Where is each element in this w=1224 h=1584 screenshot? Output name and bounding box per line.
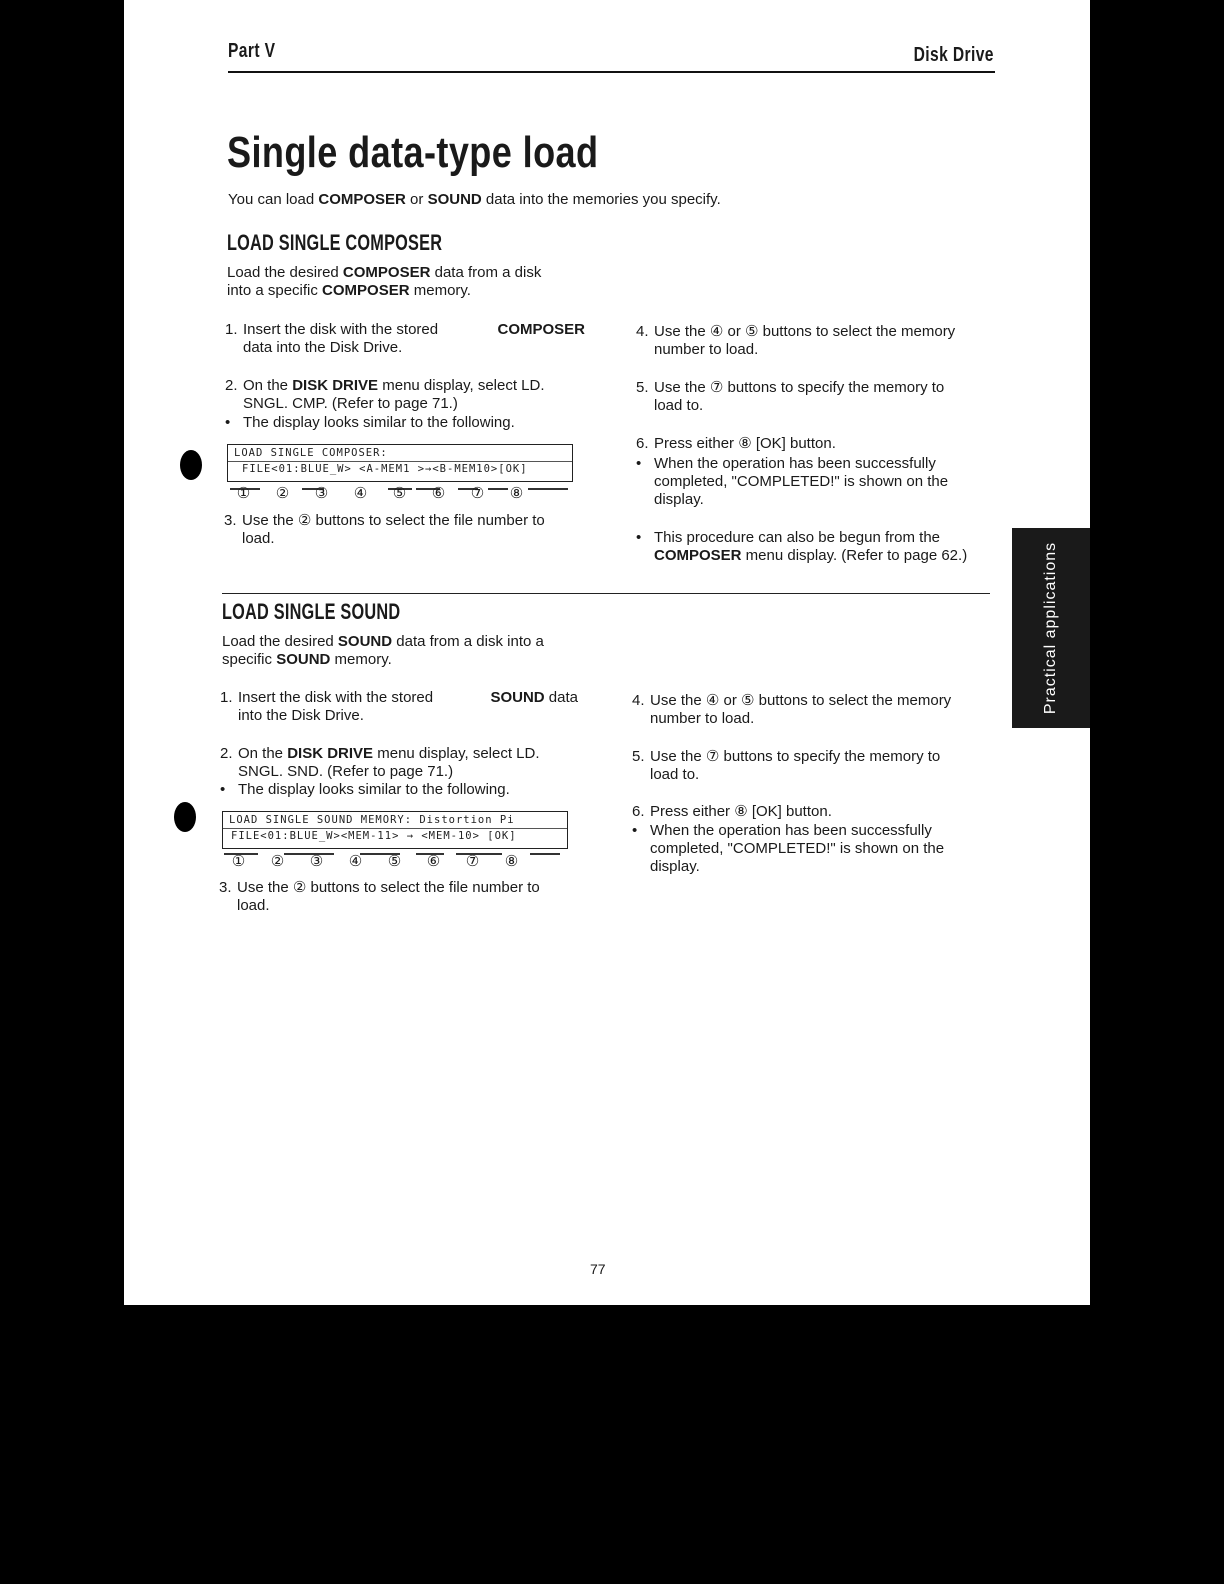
composer-bullet-procedure: • This procedure can also be begun from the COMPOSER menu display. (Refer to page 62.) (636, 529, 968, 564)
lcd-line-1: LOAD SINGLE SOUND MEMORY: Distortion Pi (229, 814, 515, 826)
key-1-icon: ① (236, 485, 251, 502)
key-5-icon: ⑤ (387, 853, 402, 870)
key-5-icon: ⑤ (392, 485, 407, 502)
sound-step-1: 1. Insert the disk with the stored SOUND data into the Disk Drive. (220, 689, 578, 724)
key-4-icon: ④ (353, 485, 368, 502)
sound-description: Load the desired SOUND data from a disk into a specific SOUND memory. (222, 633, 544, 668)
section-heading-composer: LOAD SINGLE COMPOSER (227, 230, 443, 255)
key-7-icon: ⑦ (470, 485, 485, 502)
key-3-icon: ③ (309, 853, 324, 870)
section-heading-sound: LOAD SINGLE SOUND (222, 599, 401, 624)
composer-lcd-display (227, 444, 573, 482)
side-tab (1012, 528, 1090, 728)
composer-step-1: 1. Insert the disk with the stored COMPOSER data into the Disk Drive. (225, 321, 585, 356)
key-1-icon: ① (231, 853, 246, 870)
key-6-icon: ⑥ (431, 485, 446, 502)
key-6-icon: ⑥ (426, 853, 441, 870)
side-tab-label: Practical applications (1042, 541, 1059, 715)
sound-step-2: 2. On the DISK DRIVE menu display, select LD. SNGL. SND. (Refer to page 71.) (220, 745, 540, 780)
binder-hole-mark (174, 802, 196, 832)
sound-step-5: 5. Use the ⑦ buttons to specify the memory to load to. (632, 748, 941, 783)
header-part: Part V (228, 40, 276, 62)
sound-bullet-completed: • When the operation has been successfully completed, "COMPLETED!" is shown on the display. (632, 822, 945, 875)
composer-bullet-display: • The display looks similar to the following. (225, 414, 515, 431)
lcd-line-1: LOAD SINGLE COMPOSER: (234, 447, 388, 459)
header-section: Disk Drive (913, 44, 994, 66)
key-3-icon: ③ (314, 485, 329, 502)
key-8-icon: ⑧ (504, 853, 519, 870)
composer-key-labels (224, 484, 536, 502)
key-8-icon: ⑧ (509, 485, 524, 502)
header-rule (228, 71, 995, 73)
lcd-line-2: FILE<01:BLUE_W><MEM-11> → <MEM-10> [OK] (231, 830, 517, 842)
sound-step-6: 6. Press either ⑧ [OK] button. (632, 803, 832, 820)
lcd-line-2: FILE<01:BLUE_W> <A-MEM1 >→<B-MEM10>[OK] (242, 463, 528, 475)
intro-text: You can load COMPOSER or SOUND data into the memories you specify. (228, 191, 721, 208)
manual-page (124, 0, 1090, 1305)
composer-step-5: 5. Use the ⑦ buttons to specify the memory to load to. (636, 379, 945, 414)
composer-step-2: 2. On the DISK DRIVE menu display, select LD. SNGL. CMP. (Refer to page 71.) (225, 377, 545, 412)
key-7-icon: ⑦ (465, 853, 480, 870)
sound-step-3: 3. Use the ② buttons to select the file number to load. (219, 879, 540, 914)
scan-border-bottom (0, 1305, 1224, 1584)
sound-bullet-display: • The display looks similar to the following. (220, 781, 510, 798)
page-title: Single data-type load (227, 128, 599, 177)
composer-bullet-completed: • When the operation has been successfully completed, "COMPLETED!" is shown on the display. (636, 455, 949, 508)
composer-step-4: 4. Use the ④ or ⑤ buttons to select the memory number to load. (636, 323, 956, 358)
key-2-icon: ② (270, 853, 285, 870)
key-2-icon: ② (275, 485, 290, 502)
section-divider (222, 593, 990, 594)
key-4-icon: ④ (348, 853, 363, 870)
page-number: 77 (590, 1261, 606, 1277)
composer-step-3: 3. Use the ② buttons to select the file number to load. (224, 512, 545, 547)
sound-key-labels (219, 852, 531, 870)
composer-description: Load the desired COMPOSER data from a disk into a specific COMPOSER memory. (227, 264, 542, 299)
composer-step-6: 6. Press either ⑧ [OK] button. (636, 435, 836, 452)
sound-step-4: 4. Use the ④ or ⑤ buttons to select the memory number to load. (632, 692, 952, 727)
binder-hole-mark (180, 450, 202, 480)
sound-lcd-display (222, 811, 568, 849)
